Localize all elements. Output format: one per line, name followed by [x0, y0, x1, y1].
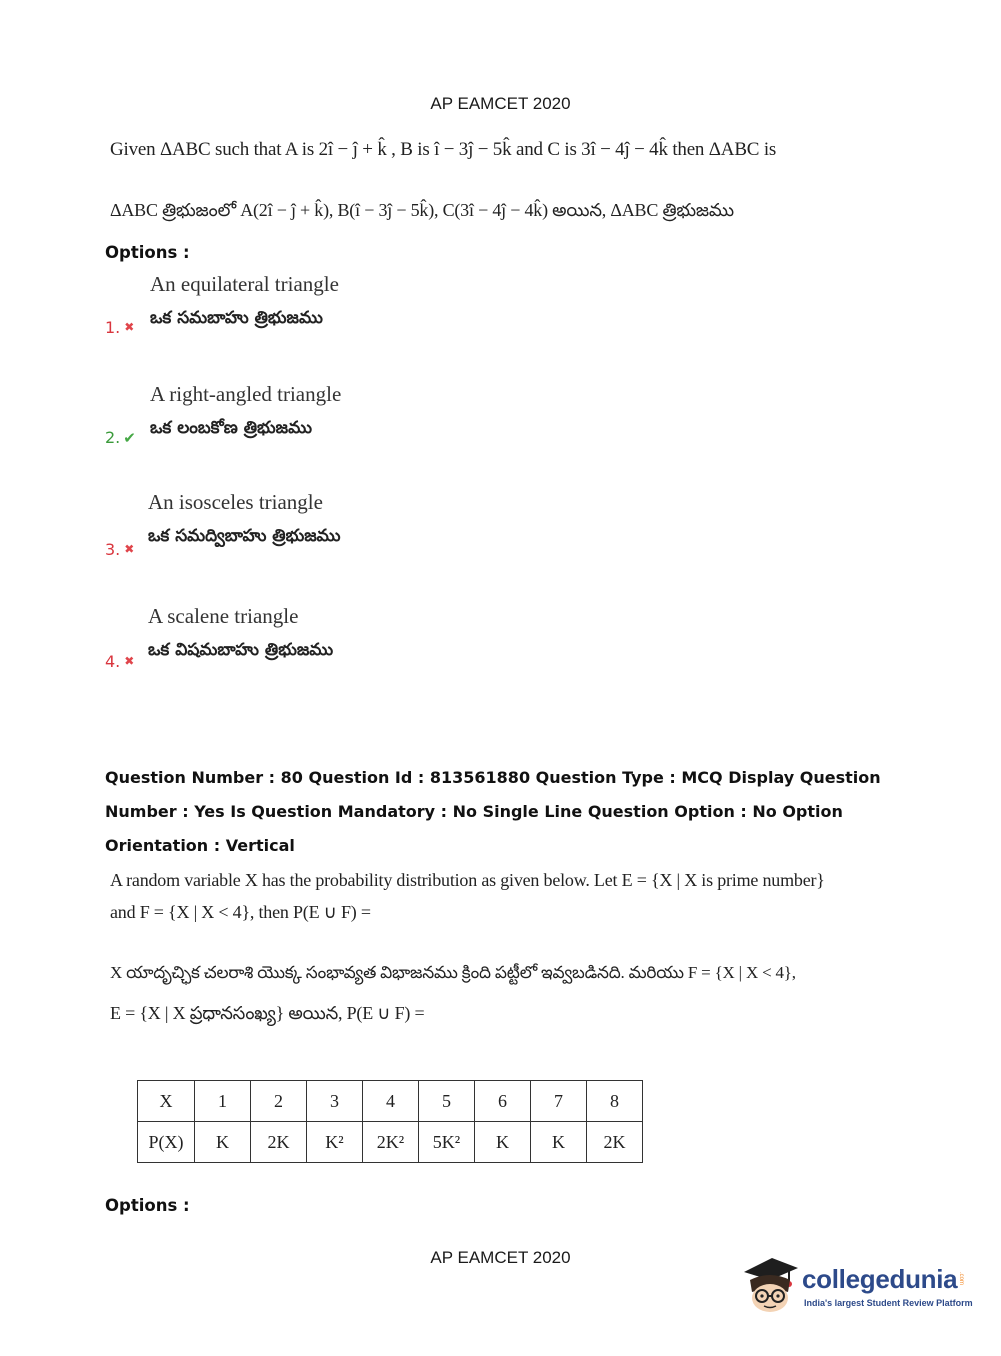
question-stem-english: Given ΔABC such that A is 2î − ĵ + k̂ , B is î − 3ĵ − 5k̂ and C is 3î − 4ĵ − 4k̂ then ΔABC is	[110, 139, 777, 160]
table-cell: 2K	[251, 1122, 307, 1163]
question-80-stem-english-1: A random variable X has the probability distribution as given below. Let E = {X | X is prime number}	[110, 870, 825, 890]
question-80-stem-telugu-1: X యాదృచ్ఛిక చలరాశి యొక్క సంభావ్యత విభాజనము క్రింది పట్టీలో ఇవ్వబడినది. మరియు F = {X | X < 4},	[110, 963, 796, 982]
table-cell: 2K²	[363, 1122, 419, 1163]
cross-icon: ✖	[124, 654, 135, 668]
table-cell: K	[531, 1122, 587, 1163]
question-80-stem-english-2: and F = {X | X < 4}, then P(E ∪ F) =	[110, 902, 371, 922]
option-2-number-text: 2.	[105, 428, 121, 447]
table-cell: K	[475, 1122, 531, 1163]
logo-tagline: India's largest Student Review Platform	[804, 1298, 973, 1308]
table-cell: K²	[307, 1122, 363, 1163]
option-3-telugu: ఒక సమద్విబాహు త్రిభుజము	[148, 526, 341, 546]
table-cell: 5	[419, 1081, 475, 1122]
question-meta-line-2: Number : Yes Is Question Mandatory : No Single Line Question Option : No Option	[105, 802, 843, 821]
option-1-english: An equilateral triangle	[150, 272, 339, 296]
option-2-telugu: ఒక లంబకోణ త్రిభుజము	[150, 418, 312, 438]
question-80-stem-telugu-2: E = {X | X ప్రధానసంఖ్య} అయిన, P(E ∪ F) =	[110, 1003, 425, 1023]
cross-icon: ✖	[124, 542, 135, 556]
table-row	[138, 1081, 643, 1122]
table-cell: 5K²	[419, 1122, 475, 1163]
table-cell: 6	[475, 1081, 531, 1122]
option-3-number-text: 3.	[105, 540, 121, 559]
question-meta-line-1: Question Number : 80 Question Id : 813561880 Question Type : MCQ Display Question	[105, 768, 881, 787]
table-cell: 8	[587, 1081, 643, 1122]
cross-icon: ✖	[124, 320, 135, 334]
option-1-number-text: 1.	[105, 318, 121, 337]
option-1-number	[105, 318, 134, 337]
table-cell: 1	[195, 1081, 251, 1122]
table-cell: P(X)	[138, 1122, 195, 1163]
option-4-english: A scalene triangle	[148, 604, 299, 628]
page-footer: AP EAMCET 2020	[430, 1248, 571, 1267]
option-2-number	[105, 428, 136, 447]
collegedunia-logo[interactable]	[740, 1250, 980, 1320]
options-label-q80: Options :	[105, 1196, 190, 1215]
logo-suffix: .com	[958, 1272, 964, 1286]
option-4-number	[105, 652, 134, 671]
logo-wordmark: collegedunia	[802, 1264, 958, 1294]
option-1-telugu: ఒక సమబాహు త్రిభుజము	[150, 308, 323, 328]
option-4-number-text: 4.	[105, 652, 121, 671]
table-cell: 2K	[587, 1122, 643, 1163]
page-header: AP EAMCET 2020	[430, 94, 571, 113]
table-cell: 4	[363, 1081, 419, 1122]
question-meta-line-3: Orientation : Vertical	[105, 836, 295, 855]
table-cell: 3	[307, 1081, 363, 1122]
options-label: Options :	[105, 243, 190, 262]
question-stem-telugu: ΔABC త్రిభుజంలో A(2î − ĵ + k̂), B(î − 3ĵ − 5k̂), C(3î − 4ĵ − 4k̂) అయిన, ΔABC త్రిభుజము	[110, 200, 734, 220]
check-icon: ✔	[123, 429, 136, 447]
option-4-telugu: ఒక విషమబాహు త్రిభుజము	[148, 640, 334, 660]
probability-table	[137, 1080, 643, 1163]
table-cell: 2	[251, 1081, 307, 1122]
table-row	[138, 1122, 643, 1163]
table-cell: 7	[531, 1081, 587, 1122]
table-cell: X	[138, 1081, 195, 1122]
option-2-english: A right-angled triangle	[150, 382, 342, 406]
mascot-icon	[740, 1250, 800, 1320]
table-cell: K	[195, 1122, 251, 1163]
option-3-number	[105, 540, 134, 559]
option-3-english: An isosceles triangle	[148, 490, 323, 514]
